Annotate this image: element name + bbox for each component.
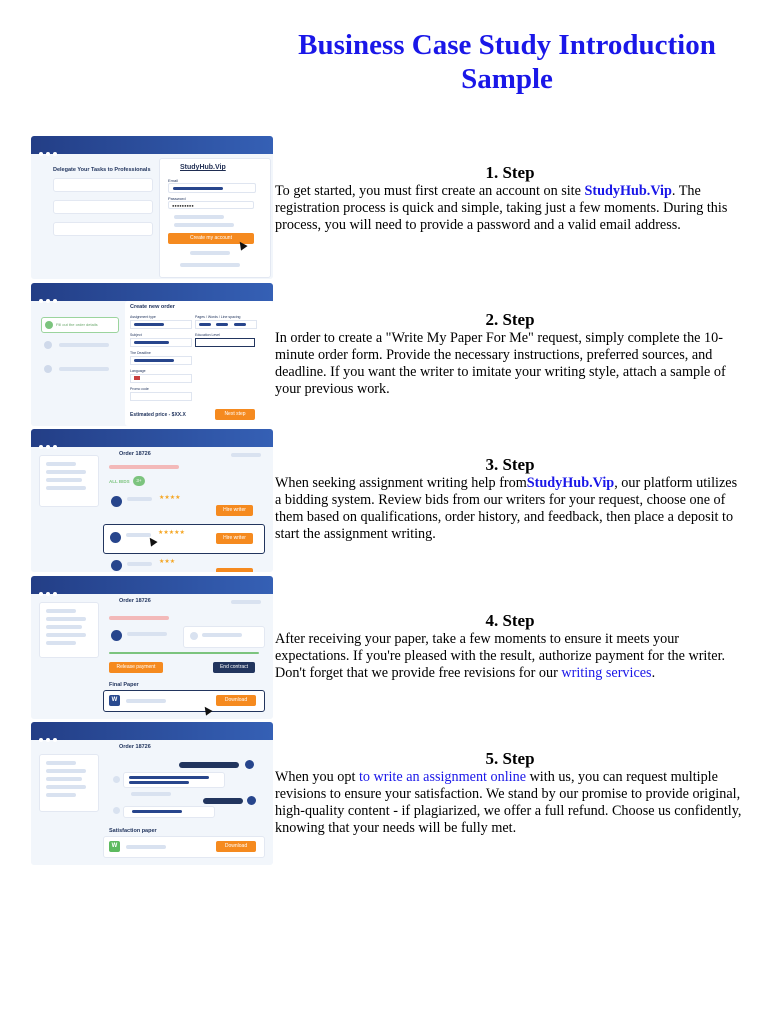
- writer-avatar: [111, 630, 122, 641]
- step-text: To get started, you must first create an account on site StudyHub.Vip. The registration process is quick and simple, taking just a few moments. During this process, you will need to provide a password and a valid email address.: [275, 183, 728, 233]
- email-field[interactable]: [168, 183, 256, 193]
- subject-field[interactable]: [130, 338, 192, 347]
- studyhub-link[interactable]: StudyHub.Vip: [584, 183, 672, 199]
- step-1: [275, 163, 745, 234]
- step-2: [275, 310, 745, 398]
- order-number: Order 18726: [119, 744, 151, 750]
- step-3: [275, 455, 745, 543]
- rating-stars: ★★★★★: [158, 529, 185, 536]
- writer-avatar: [110, 532, 121, 543]
- step-heading: 4. Step: [485, 611, 535, 630]
- satisfaction-paper-label: Satisfaction paper: [109, 828, 157, 834]
- brand-logo: StudyHub.Vip: [180, 164, 226, 171]
- final-paper-file: [103, 690, 265, 712]
- rating-stars: ★★★★: [159, 494, 181, 501]
- shot1-heading: Delegate Your Tasks to Professionals: [53, 167, 151, 173]
- browser-bar: [31, 136, 273, 154]
- release-payment-button[interactable]: Release payment: [109, 662, 163, 673]
- next-step-button[interactable]: Next step: [215, 409, 255, 420]
- language-field[interactable]: [130, 374, 192, 383]
- assignment-type-field[interactable]: [130, 320, 192, 329]
- selected-bid: [103, 524, 265, 554]
- password-label: Password: [168, 196, 186, 201]
- bid-count-badge: 3+: [133, 476, 145, 486]
- screenshot-order-form: [31, 283, 273, 426]
- pages-field[interactable]: [195, 320, 257, 329]
- step-active: Fill out the order details: [41, 317, 119, 333]
- end-contract-button[interactable]: End contract: [213, 662, 255, 673]
- step-text: When you opt to write an assignment online with us, you can request multiple revisions to ensure your satisfaction. We stand by our promise to provide original, high-quality content - if plagiarized, we offer a full refund. Choose us confidently, knowing that your needs will be fully met.: [275, 769, 742, 836]
- email-label: Email: [168, 178, 179, 183]
- step-text: After receiving your paper, take a few moments to ensure it meets your expectations. If you're pleased with the result, authorize payment for the writer. Don't forget that we provide free revisions for our writing services.: [275, 631, 726, 681]
- download-button[interactable]: Download: [216, 695, 256, 706]
- education-level-field[interactable]: [195, 338, 255, 347]
- step-text: When seeking assignment writing help fromStudyHub.Vip, our platform utilizes a bidding system. Review bids from our writers for your request, choose one of them based on qualifications, order history, and feedback, then place a deposit to start the assignment writing.: [275, 475, 738, 542]
- browser-bar: [31, 429, 273, 447]
- hire-writer-button[interactable]: Hire writer: [216, 505, 253, 516]
- promo-code-field[interactable]: [130, 392, 192, 401]
- page-title: Business Case Study Introduction Sample: [298, 29, 716, 95]
- step-4: [275, 611, 745, 682]
- screenshot-final-paper: [31, 576, 273, 719]
- all-bids-label: ALL BIDS: [109, 479, 130, 484]
- order-form-heading: Create new order: [130, 304, 175, 310]
- hire-writer-button[interactable]: Hire writer: [216, 533, 253, 544]
- browser-bar: [31, 722, 273, 740]
- step-heading: 3. Step: [485, 455, 535, 474]
- writer-avatar: [111, 496, 122, 507]
- screenshot-create-account: [31, 136, 273, 279]
- estimated-price: Estimated price - $XX.X: [130, 412, 186, 418]
- step-text: In order to create a "Write My Paper For Me" request, simply complete the 10-minute order form. Provide the necessary instructions, preferred sources, and deadline. If you want the writer to imitate your writing style, attach a sample of your previous work.: [275, 330, 726, 397]
- word-file-icon: W: [109, 695, 120, 706]
- create-account-button[interactable]: Create my account: [168, 233, 254, 244]
- register-form: [159, 158, 271, 278]
- order-form: Create new order Assignment type Pages / Words / Line spacing Subject Education Level The Deadline Language Promo code Estimated price - $XX.X Next step: [125, 301, 273, 426]
- order-number: Order 18726: [119, 451, 151, 457]
- browser-bar: [31, 283, 273, 301]
- user-avatar: [247, 796, 256, 805]
- browser-bar: [31, 576, 273, 594]
- write-assignment-link[interactable]: to write an assignment online: [358, 769, 527, 785]
- download-button[interactable]: Download: [216, 841, 256, 852]
- user-avatar: [245, 760, 254, 769]
- step-heading: 5. Step: [485, 749, 535, 768]
- rating-stars: ★★★: [159, 558, 176, 565]
- file-icon: W: [109, 841, 120, 852]
- satisfaction-paper-file: [103, 836, 265, 858]
- deadline-field[interactable]: [130, 356, 192, 365]
- order-number: Order 18726: [119, 598, 151, 604]
- password-field[interactable]: ●●●●●●●●●: [168, 201, 254, 209]
- screenshot-revisions: [31, 722, 273, 865]
- step-5: [275, 749, 745, 837]
- step-heading: 2. Step: [485, 310, 535, 329]
- writer-avatar: [111, 560, 122, 571]
- final-paper-label: Final Paper: [109, 682, 139, 688]
- step-heading: 1. Step: [485, 163, 535, 182]
- screenshot-bids: [31, 429, 273, 572]
- writing-services-link[interactable]: writing services: [561, 665, 652, 681]
- studyhub-link[interactable]: StudyHub.Vip: [526, 475, 615, 491]
